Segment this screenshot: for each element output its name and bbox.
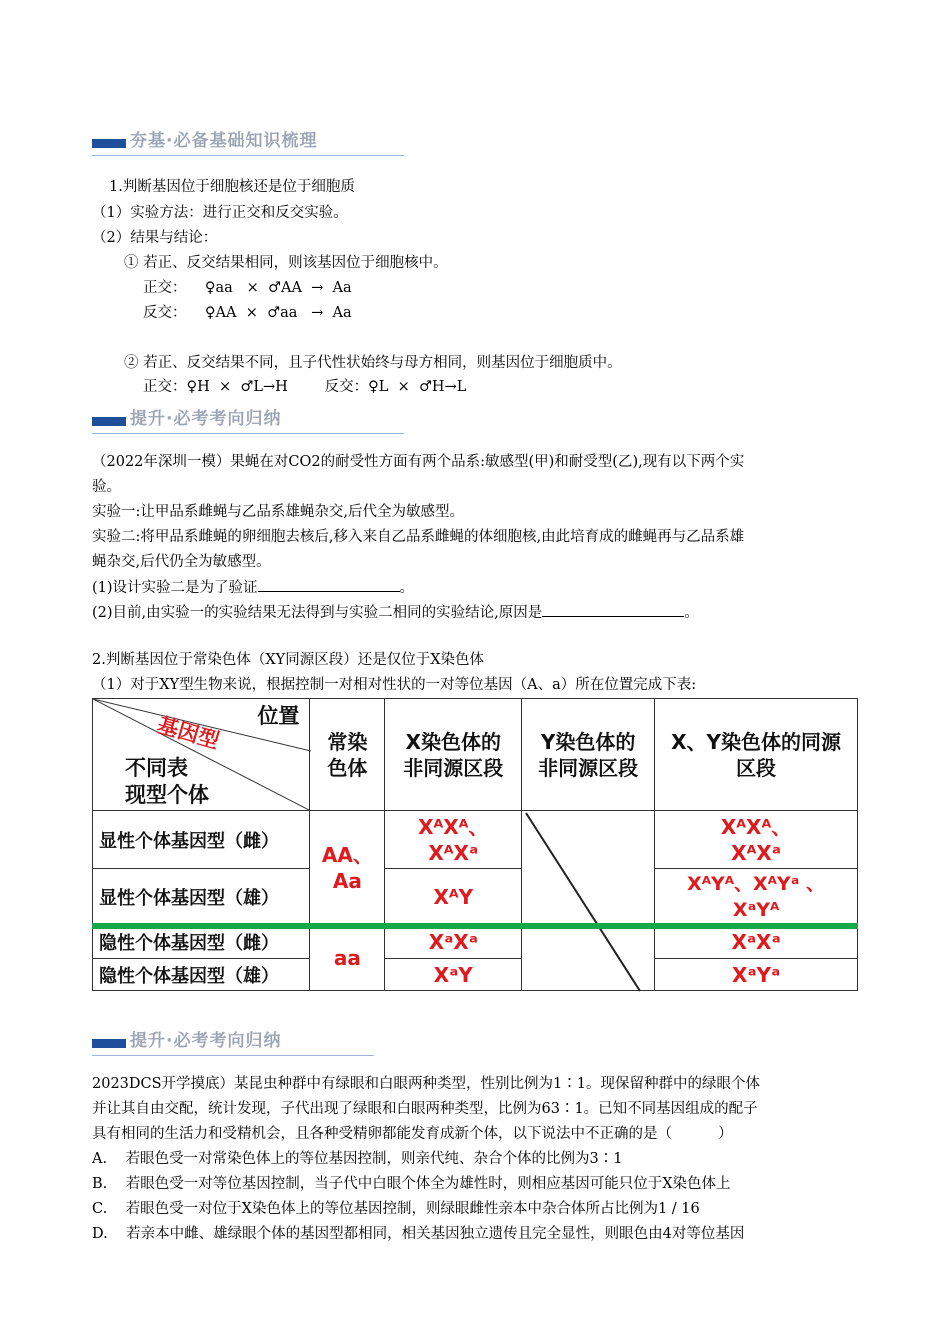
green-highlight-line [92, 923, 858, 929]
part1-cross2: 反交： ♀AA × ♂aa → Aa [143, 305, 352, 321]
q1-sub2-end: 。 [684, 605, 699, 621]
corner-position-label: 位置 [257, 704, 300, 728]
col-xy-homologous: X、Y染色体的同源 区段 [655, 699, 858, 811]
corner-genotype-label: 基因型 [154, 712, 222, 754]
q2-line2: 并让其自由交配，统计发现，子代出现了绿眼和白眼两种类型，比例为63∶1。已知不同基因组成的配子 [92, 1101, 758, 1117]
row-dominant-female: 显性个体基因型（雌） [93, 811, 310, 869]
section-title: 提升·必考考向归纳 [130, 1031, 282, 1051]
cell-x-recessive-female: XᵃXᵃ [385, 925, 522, 959]
header-bar-icon [92, 417, 126, 426]
part1-case1: ① 若正、反交结果相同，则该基因位于细胞核中。 [124, 255, 448, 271]
q1-line2: 验。 [92, 479, 121, 495]
section-header-1 [92, 130, 404, 156]
section-header-2 [92, 408, 404, 434]
q1-line3: 实验一:让甲品系雌蝇与乙品系雄蝇杂交,后代全为敏感型。 [92, 504, 464, 520]
cell-xy-recessive-male: XᵃYᵃ [655, 959, 858, 991]
col-y-nonhomologous: Y染色体的 非同源区段 [522, 699, 655, 811]
header-bar-icon [92, 1039, 126, 1048]
part1-cross3: 正交：♀H × ♂L→H 反交：♀L × ♂H→L [143, 379, 467, 395]
col-autosome: 常染 色体 [310, 699, 385, 811]
row-recessive-male: 隐性个体基因型（雄） [93, 959, 310, 991]
cell-xy-dominant-male: XᴬYᴬ、XᴬYᵃ 、 XᵃYᴬ [655, 869, 858, 925]
cell-xy-recessive-female: XᵃXᵃ [655, 925, 858, 959]
q2-option-c: C. 若眼色受一对位于X染色体上的等位基因控制，则绿眼雌性亲本中杂合体所占比例为1 / 16 [92, 1201, 700, 1217]
q1-line1: （2022年深圳一模）果蝇在对CO2的耐受性方面有两个品系:敏感型(甲)和耐受型(乙),现有以下两个实 [92, 454, 745, 470]
col-x-nonhomologous: X染色体的 非同源区段 [385, 699, 522, 811]
section-title: 提升·必考考向归纳 [130, 409, 282, 429]
part1-method: （1）实验方法：进行正交和反交实验。 [92, 205, 348, 221]
cell-x-recessive-male: XᵃY [385, 959, 522, 991]
q2-line3: 具有相同的生活力和受精机会，且各种受精卵都能发育成新个体，以下说法中不正确的是（ ） [92, 1126, 733, 1142]
q1-sub2 [92, 602, 699, 623]
cell-x-dominant-male: XᴬY [385, 869, 522, 925]
cell-autosome-recessive: aa [310, 925, 385, 991]
q2-line1: 2023DCS开学摸底）某昆虫种群中有绿眼和白眼两种类型，性别比例为1∶1。现保留种群中的绿眼个体 [92, 1076, 761, 1092]
cell-xy-dominant-female: XᴬXᴬ、 XᴬXᵃ [655, 811, 858, 869]
q1-sub1 [92, 577, 414, 598]
part1-result-label: （2）结果与结论： [92, 230, 218, 246]
part2-intro: （1）对于XY型生物来说，根据控制一对相对性状的一对等位基因（A、a）所在位置完成下表: [92, 677, 697, 693]
part2-heading: 2.判断基因位于常染色体（XY同源区段）还是仅位于X染色体 [92, 652, 485, 668]
row-dominant-male: 显性个体基因型（雄） [93, 869, 310, 925]
part1-cross1: 正交： ♀aa × ♂AA → Aa [143, 280, 352, 296]
row-recessive-female: 隐性个体基因型（雌） [93, 925, 310, 959]
answer-blank-1[interactable] [258, 577, 400, 592]
q2-option-b: B. 若眼色受一对等位基因控制，当子代中白眼个体全为雄性时，则相应基因可能只位于X染色体上 [92, 1176, 731, 1192]
corner-cell [93, 699, 310, 811]
q1-sub1-text: (1)设计实验二是为了验证 [92, 580, 258, 596]
q2-option-d: D. 若亲本中雌、雄绿眼个体的基因型都相同，相关基因独立遗传且完全显性，则眼色由4对等位基因 [92, 1226, 745, 1242]
diagonal-slash [522, 811, 655, 993]
corner-phenotype-label: 不同表 现型个体 [125, 756, 209, 807]
section-title: 夯基·必备基础知识梳理 [130, 131, 318, 151]
answer-blank-2[interactable] [542, 602, 684, 617]
cell-x-dominant-female: XᴬXᴬ、 XᴬXᵃ [385, 811, 522, 869]
q1-sub1-end: 。 [399, 580, 415, 596]
header-underline [92, 1055, 374, 1056]
cell-autosome-dominant: AA、 Aa [310, 811, 385, 925]
header-bar-icon [92, 139, 126, 148]
section-header-3 [92, 1030, 374, 1056]
header-underline [92, 433, 404, 434]
part1-case2: ② 若正、反交结果不同，且子代性状始终与母方相同，则基因位于细胞质中。 [124, 355, 622, 371]
q1-line4: 实验二:将甲品系雌蝇的卵细胞去核后,移入来自乙品系雌蝇的体细胞核,由此培育成的雌蝇再与乙品系雄 [92, 529, 745, 545]
header-underline [92, 155, 404, 156]
genotype-table [92, 698, 858, 991]
q1-sub2-text: (2)目前,由实验一的实验结果无法得到与实验二相同的实验结论,原因是 [92, 605, 543, 621]
part1-heading: 1.判断基因位于细胞核还是位于细胞质 [109, 179, 355, 195]
q1-line5: 蝇杂交,后代仍全为敏感型。 [92, 554, 271, 570]
q2-option-a: A. 若眼色受一对常染色体上的等位基因控制，则亲代纯、杂合个体的比例为3∶1 [92, 1151, 623, 1167]
cell-y-nonhomologous-slash [522, 811, 655, 991]
